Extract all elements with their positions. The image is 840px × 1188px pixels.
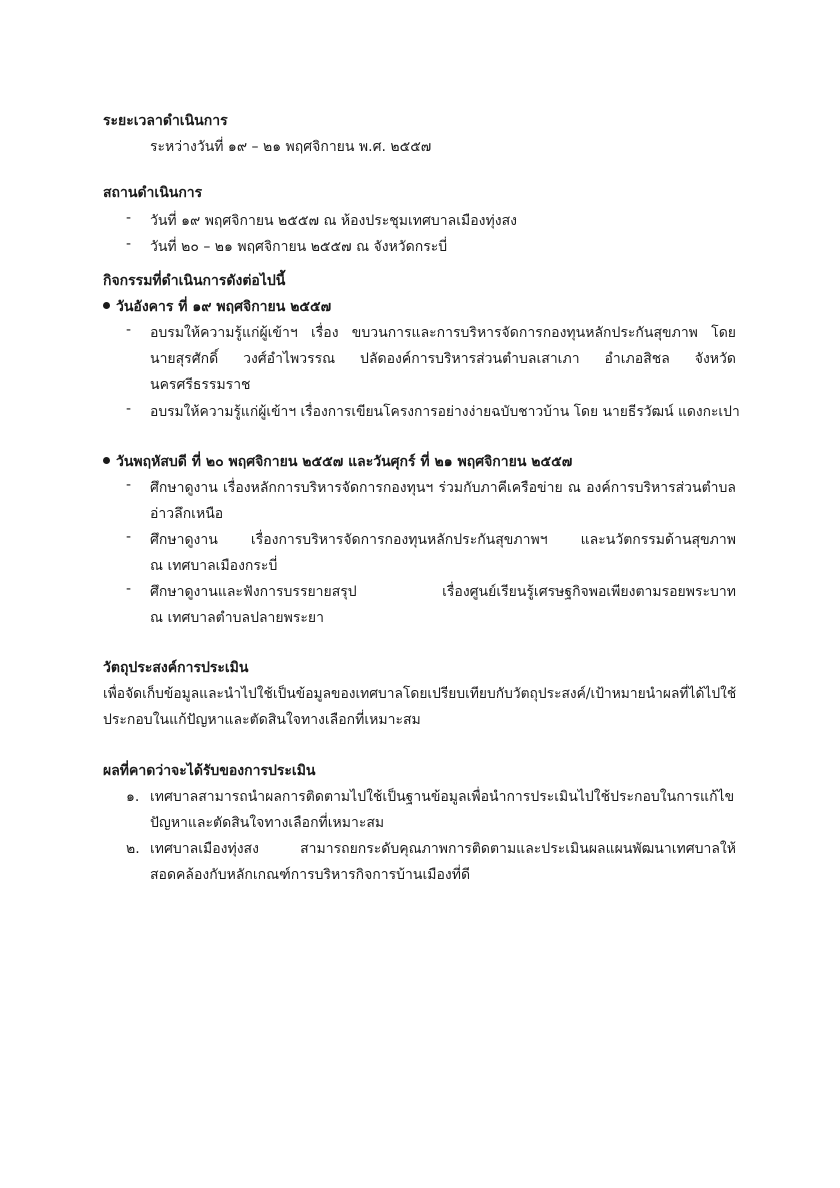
venue-item-1: วันที่ ๑๙ พฤศจิกายน ๒๕๕๗ ณ ห้องประชุมเทศบาลเมืองทุ่งสง: [150, 213, 517, 229]
venue-item-2: วันที่ ๒๐ – ๒๑ พฤศจิกายน ๒๕๕๗ ณ จังหวัดกระบี่: [150, 239, 448, 255]
period-text: ระหว่างวันที่ ๑๙ – ๒๑ พฤศจิกายน พ.ศ. ๒๕๕๗: [150, 139, 432, 155]
day1-title-row: [103, 296, 331, 318]
activities-heading: กิจกรรมที่ดำเนินการดังต่อไปนี้: [103, 273, 286, 289]
expected-heading: ผลที่คาดว่าจะได้รับของการประเมิน: [103, 763, 316, 779]
objective-heading: วัตถุประสงค์การประเมิน: [103, 660, 249, 676]
expected-item1-number: ๑.: [126, 789, 140, 805]
day2-item1-line1: ศึกษาดูงาน เรื่องหลักการบริหารจัดการกองทุนฯ ร่วมกับภาคีเครือข่าย ณ องค์การบริหารส่วนตำบล: [150, 480, 736, 496]
day1-item2-dash: -: [126, 401, 132, 417]
day1-title: วันอังคาร ที่ ๑๙ พฤศจิกายน ๒๕๕๗: [116, 299, 332, 315]
day2-item1-line2: อ่าวลึกเหนือ: [150, 506, 224, 522]
venue-item-dash: -: [126, 210, 132, 226]
day2-item1-dash: -: [126, 477, 132, 493]
expected-item1-line2: ปัญหาและตัดสินใจทางเลือกที่เหมาะสม: [150, 815, 385, 831]
day1-item2: อบรมให้ความรู้แก่ผู้เข้าฯ เรื่องการเขียนโครงการอย่างง่ายฉบับชาวบ้าน โดย นายธีรวัฒน์ แดงกะเปา: [150, 404, 740, 420]
bullet-icon: [103, 302, 110, 309]
day1-item1-line3: นครศรีธรรมราช: [150, 377, 251, 393]
bullet-icon: [103, 457, 110, 464]
expected-item2-line1: เทศบาลเมืองทุ่งสง สามารถยกระดับคุณภาพการติดตามและประเมินผลแผนพัฒนาเทศบาลให้: [150, 841, 736, 857]
day2-item2-dash: -: [126, 529, 132, 545]
venue-heading: สถานดำเนินการ: [103, 185, 203, 201]
expected-item1-line1: เทศบาลสามารถนำผลการติดตามไปใช้เป็นฐานข้อมูลเพื่อนำการประเมินไปใช้ประกอบในการแก้ไข: [150, 789, 735, 805]
period-heading: ระยะเวลาดำเนินการ: [103, 113, 228, 129]
day2-title: วันพฤหัสบดี ที่ ๒๐ พฤศจิกายน ๒๕๕๗ และวันศุกร์ ที่ ๒๑ พฤศจิกายน ๒๕๕๗: [116, 454, 573, 470]
day1-item1-dash: -: [126, 322, 132, 338]
expected-item2-line2: สอดคล้องกับหลักเกณฑ์การบริหารกิจการบ้านเมืองที่ดี: [150, 867, 471, 883]
day2-title-row: [103, 451, 572, 473]
day2-item3-line2: ณ เทศบาลตำบลปลายพระยา: [150, 610, 324, 626]
day2-item3-line1: ศึกษาดูงานและฟังการบรรยายสรุป เรื่องศูนย์เรียนรู้เศรษฐกิจพอเพียงตามรอยพระบาท: [150, 584, 736, 600]
day2-item2-line1: ศึกษาดูงาน เรื่องการบริหารจัดการกองทุนหลักประกันสุขภาพฯ และนวัตกรรมด้านสุขภาพ: [150, 532, 736, 548]
day1-item1-line1: อบรมให้ความรู้แก่ผู้เข้าฯ เรื่อง ขบวนการและการบริหารจัดการกองทุนหลักประกันสุขภาพ โดย: [150, 325, 736, 341]
objective-line2: ประกอบในแก้ปัญหาและตัดสินใจทางเลือกที่เหมาะสม: [103, 712, 421, 728]
day2-item2-line2: ณ เทศบาลเมืองกระบี่: [150, 558, 278, 574]
expected-item2-number: ๒.: [126, 841, 140, 857]
day2-item3-dash: -: [126, 581, 132, 597]
day1-item1-line2: นายสุรศักดิ์ วงศ์อำไพวรรณ ปลัดองค์การบริหารส่วนตำบลเสาเภา อำเภอสิชล จังหวัด: [150, 351, 736, 367]
objective-line1: เพื่อจัดเก็บข้อมูลและนำไปใช้เป็นข้อมูลของเทศบาลโดยเปรียบเทียบกับวัตถุประสงค์/เป้าหมายนำผลที่ได้ไปใช้: [103, 686, 737, 702]
venue-item-dash: -: [126, 236, 132, 252]
